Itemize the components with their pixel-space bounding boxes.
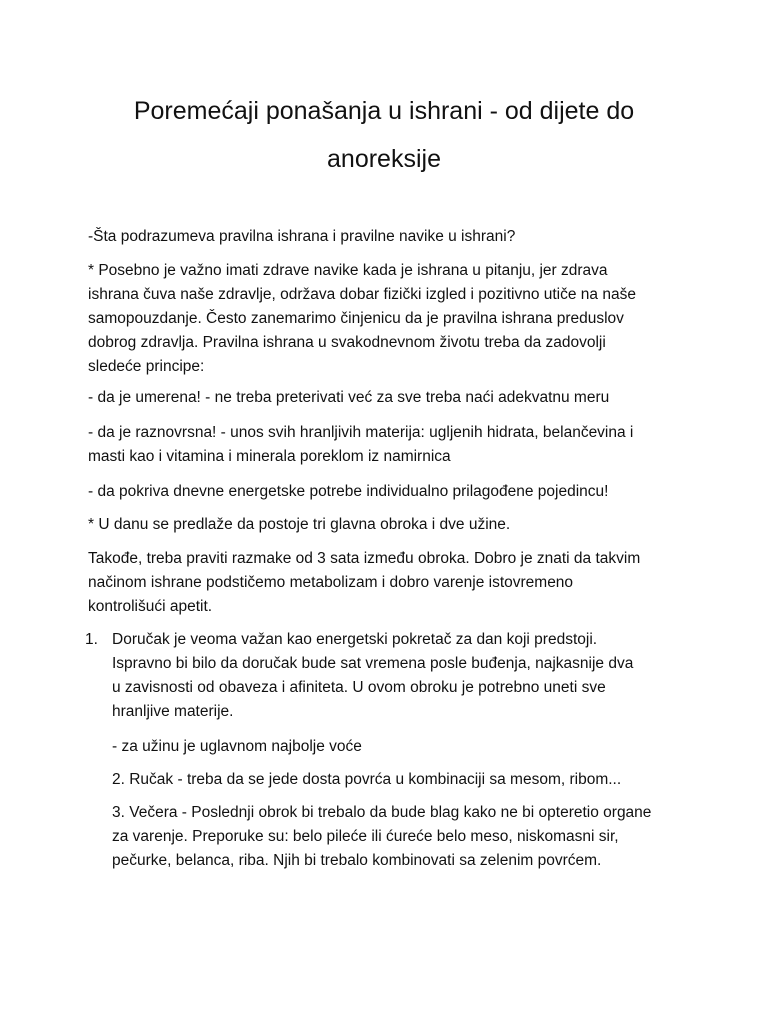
document-title-line-1: Poremećaji ponašanja u ishrani - od dijete do: [133, 97, 635, 125]
text-line: Doručak je veoma važan kao energetski pokretač za dan koji predstoji.: [112, 631, 598, 648]
paragraph-principle-energy: [88, 480, 688, 504]
text-line: * U danu se predlaže da postoje tri glavna obroka i dve užine.: [88, 516, 511, 533]
text-line: hranljive materije.: [112, 703, 234, 720]
text-line: načinom ishrane podstičemo metabolizam i dobro varenje istovremeno: [88, 574, 574, 591]
text-line: - da je umerena! - ne treba preterivati već za sve treba naći adekvatnu meru: [88, 389, 610, 406]
text-line: samopouzdanje. Često zanemarimo činjenicu da je pravilna ishrana preduslov: [88, 310, 624, 327]
text-line: pečurke, belanca, riba. Njih bi trebalo kombinovati sa zelenim povrćem.: [112, 852, 602, 869]
text-line: ishrana čuva naše zdravlje, održava dobar fizički izgled i pozitivno utiče na naše: [88, 286, 636, 303]
text-line: kontrolišući apetit.: [88, 598, 213, 615]
paragraph-lunch: [112, 768, 712, 792]
paragraph-meals: [88, 513, 688, 537]
paragraph-principle-varied: [88, 421, 688, 469]
text-line: Takođe, treba praviti razmake od 3 sata između obroka. Dobro je znati da takvim: [88, 550, 641, 567]
paragraph-meal-spacing: [88, 547, 688, 619]
text-line: 3. Večera - Poslednji obrok bi trebalo da bude blag kako ne bi opteretio organe: [112, 804, 652, 821]
text-line: Ispravno bi bilo da doručak bude sat vremena posle buđenja, najkasnije dva: [112, 655, 634, 672]
list-marker: 1.: [85, 631, 98, 648]
text-line: masti kao i vitamina i minerala poreklom iz namirnica: [88, 448, 451, 465]
paragraph-intro: [88, 259, 688, 379]
text-line: -Šta podrazumeva pravilna ishrana i pravilne navike u ishrani?: [88, 228, 516, 245]
paragraph-principle-moderate: [88, 386, 688, 410]
document-title-line-2: anoreksije: [327, 145, 441, 173]
text-line: - da je raznovrsna! - unos svih hranljivih materija: ugljenih hidrata, belančevina i: [88, 424, 634, 441]
text-line: - za užinu je uglavnom najbolje voće: [112, 738, 362, 755]
list-item-breakfast: [85, 628, 692, 724]
text-line: * Posebno je važno imati zdrave navike kada je ishrana u pitanju, jer zdrava: [88, 262, 608, 279]
text-line: dobrog zdravlja. Pravilna ishrana u svakodnevnom životu treba da zadovolji: [88, 334, 606, 351]
list-item-content: [112, 628, 692, 724]
paragraph-question: [88, 225, 688, 249]
text-line: za varenje. Preporuke su: belo pileće ili ćureće belo meso, niskomasni sir,: [112, 828, 619, 845]
text-line: u zavisnosti od obaveza i afiniteta. U ovom obroku je potrebno uneti sve: [112, 679, 606, 696]
paragraph-dinner: [112, 801, 712, 873]
text-line: sledeće principe:: [88, 358, 205, 375]
text-line: 2. Ručak - treba da se jede dosta povrća u kombinaciji sa mesom, ribom...: [112, 771, 622, 788]
text-line: - da pokriva dnevne energetske potrebe individualno prilagođene pojedincu!: [88, 483, 609, 500]
paragraph-snack: [112, 735, 712, 759]
